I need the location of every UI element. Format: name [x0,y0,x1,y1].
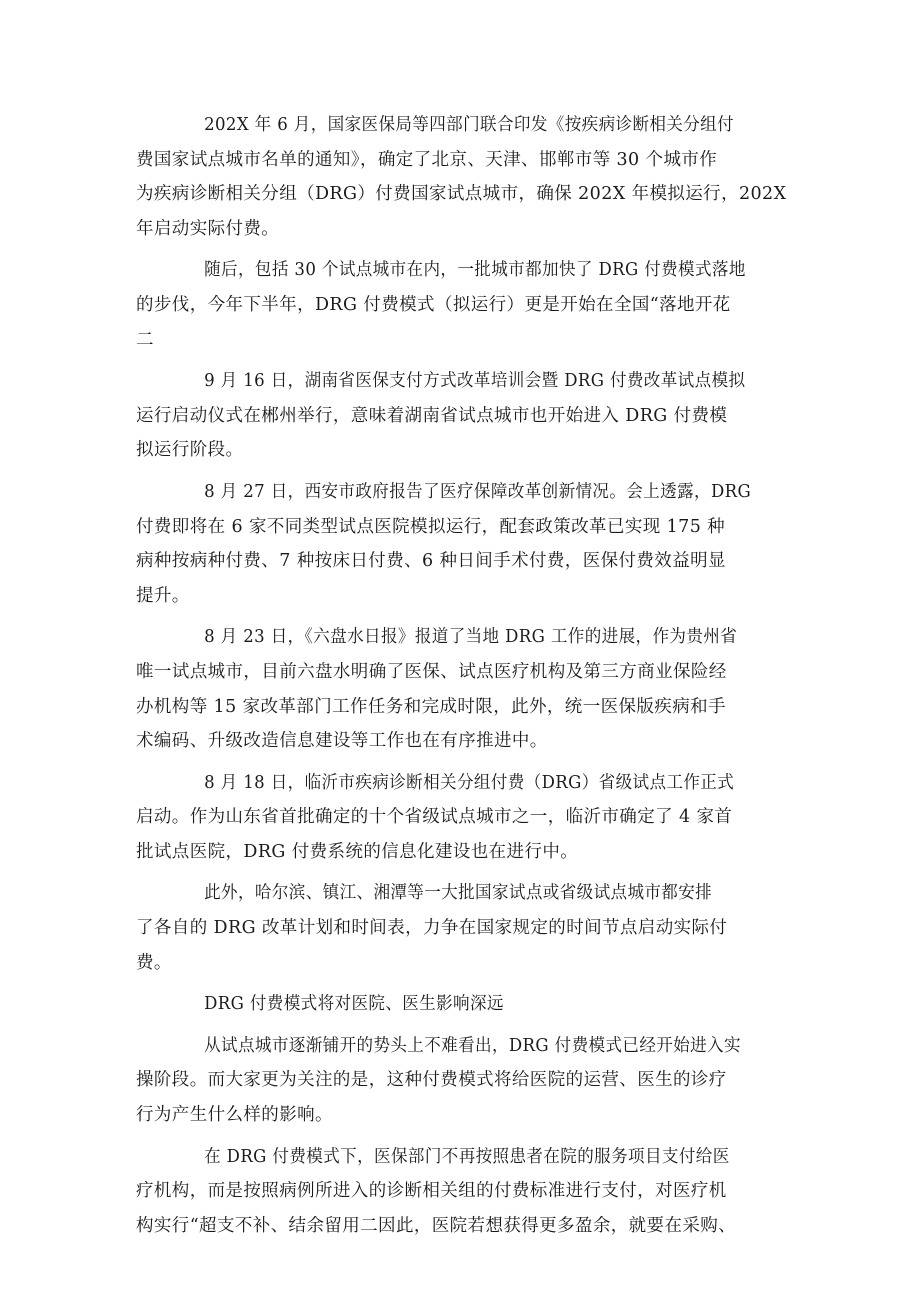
text-line: 疗机构，而是按照病例所进入的诊断相关组的付费标准进行支付，对医疗机 [136,1181,727,1202]
text-line: 提升。 [136,585,190,606]
text-line: 操阶段。而大家更为关注的是，这种付费模式将给医院的运营、医生的诊疗 [136,1070,727,1091]
text-line: 在 DRG 付费模式下，医保部门不再按照患者在院的服务项目支付给医 [204,1146,730,1167]
text-line: 从试点城市逐渐铺开的势头上不难看出，DRG 付费模式已经开始进入实 [204,1035,741,1056]
text-line: 9 月 16 日，湖南省医保支付方式改革培训会暨 DRG 付费改革试点模拟 [204,371,746,392]
text-line: 拟运行阶段。 [136,440,244,461]
text-line: 行为产生什么样的影响。 [136,1105,333,1126]
text-line: 了各自的 DRG 改革计划和时间表，力争在国家规定的时间节点启动实际付 [136,918,728,939]
text-line: 费。 [136,952,172,973]
text-line: 办机构等 15 家改革部门工作任务和完成时限，此外，统一医保版疾病和手 [136,696,726,717]
text-line: 病种按病种付费、7 种按床日付费、6 种日间手术付费，医保付费效益明显 [136,551,726,572]
body-paragraph [136,108,788,246]
body-paragraph [136,1140,788,1244]
text-line: 此外，哈尔滨、镇江、湘潭等一大批国家试点或省级试点城市都安排 [204,883,713,904]
text-line: 二 [136,329,154,350]
text-line: 8 月 27 日，西安市政府报告了医疗保障改革创新情况。会上透露，DRG [204,481,752,502]
text-line: DRG 付费模式将对医院、医生影响深远 [204,994,504,1015]
text-line: 批试点医院，DRG 付费系统的信息化建设也在进行中。 [136,841,579,862]
text-line: 年启动实际付费。 [136,218,280,239]
text-line: 8 月 18 日，临沂市疾病诊断相关分组付费（DRG）省级试点工作正式 [204,772,735,793]
body-paragraph [136,876,788,980]
text-line: 的步伐，今年下半年，DRG 付费模式（拟运行）更是开始在全国“落地开花 [136,294,731,315]
body-paragraph [136,620,788,758]
body-paragraph [136,475,788,613]
body-paragraph [136,1029,788,1133]
text-line: 构实行“超支不补、结余留用二因此，医院若想获得更多盈余，就要在采购、 [136,1215,737,1236]
body-paragraph [136,766,788,870]
body-paragraph [136,364,788,468]
text-line: 随后，包括 30 个试点城市在内，一批城市都加快了 DRG 付费模式落地 [204,260,746,281]
document-page [136,108,788,1250]
body-paragraph [136,253,788,357]
text-line: 唯一试点城市，目前六盘水明确了医保、试点医疗机构及第三方商业保险经 [136,661,727,682]
text-line: 费国家试点城市名单的通知》，确定了北京、天津、邯郸市等 30 个城市作 [136,149,718,170]
text-line: 运行启动仪式在郴州举行，意味着湖南省试点城市也开始进入 DRG 付费模 [136,405,728,426]
text-line: 202X 年 6 月，国家医保局等四部门联合印发《按疾病诊断相关分组付 [204,115,735,135]
text-line: 启动。作为山东省首批确定的十个省级试点城市之一，临沂市确定了 4 家首 [136,807,733,828]
text-line: 8 月 23 日，《六盘水日报》报道了当地 DRG 工作的进展，作为贵州省 [204,627,738,648]
text-line: 术编码、升级改造信息建设等工作也在有序推进中。 [136,731,548,752]
body-paragraph [136,987,788,1022]
text-line: 为疾病诊断相关分组（DRG）付费国家试点城市，确保 202X 年模拟运行，202X [136,184,787,205]
text-line: 付费即将在 6 家不同类型试点医院模拟运行，配套政策改革已实现 175 种 [136,516,726,537]
